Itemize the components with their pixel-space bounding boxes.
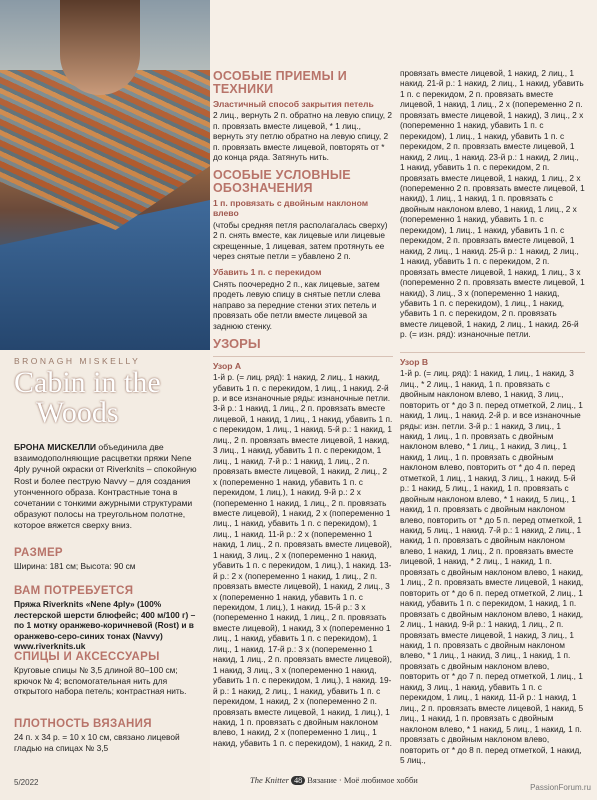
abbreviations-heading: ОСОБЫЕ УСЛОВНЫЕ ОБОЗНАЧЕНИЯ — [213, 167, 351, 195]
materials-text: Пряжа Riverknits «Nene 4ply» (100% лестерской шерсти блюфейс; 400 м/100 г) – по 1 мотку оранжево-коричневой (Rost) и в оранжево-серо-синих тонах (Navvy) www.riverknits.uk — [14, 599, 196, 652]
pattern-title — [14, 368, 161, 428]
divider — [400, 352, 585, 353]
techniques-heading: ОСОБЫЕ ПРИЕМЫ И ТЕХНИКИ — [213, 69, 347, 96]
gauge-text: 24 п. х 34 р. = 10 х 10 см, связано лицевой гладью на спицах № 3,5 — [14, 732, 180, 753]
tagline: Вязание · Моё любимое хобби — [307, 775, 418, 785]
pattern-b-heading: Узор В — [400, 356, 429, 367]
gauge-heading: ПЛОТНОСТЬ ВЯЗАНИЯ — [14, 718, 152, 730]
patterns-heading: УЗОРЫ — [213, 336, 261, 352]
page-number: 48 — [291, 776, 305, 785]
title-line-1: Cabin in the — [14, 366, 161, 399]
column-2 — [400, 68, 585, 767]
magazine-name: The Knitter — [250, 775, 289, 785]
cover-photo — [0, 0, 210, 350]
ssk-heading: Убавить 1 п. с перекидом — [213, 267, 322, 278]
pattern-a-heading: Узор А — [213, 360, 242, 371]
intro-text — [14, 442, 200, 532]
title-line-2: Woods — [36, 396, 119, 429]
tools-heading: СПИЦЫ И АКСЕССУАРЫ — [14, 651, 160, 663]
issue-number: 5/2022 — [14, 778, 39, 787]
column-1 — [213, 68, 393, 750]
watermark: PassionForum.ru — [530, 783, 591, 792]
divider — [213, 356, 393, 357]
pattern-a-text: 1-й р. (= лиц. ряд): 1 накид, 2 лиц., 1 накид, убавить 1 п. с перекидом, 1 лиц., 1 накид. 2-й р. и все изнаночные ряды: изнаночные петли. 3-й р.: 1 накид, 1 лиц., 2 п. провязать вместе лицевой, 1 накид, 1 лиц., 1 накид, убавить 1 п. с перекидом, 1 лиц., 1 накид. 5-й р.: 1 накид, 1 лиц., 2 п. провязать вместе лицевой, 1 накид, 3 лиц., 1 накид, убавить 1 п. с перекидом, 1 лиц., 1 накид. 7-й р.: 1 накид, 1 лиц., 2 п. провязать вместе лицевой, 1 накид, 2 лиц., 2 х (попеременно 1 накид, убавить 1 п. с перекидом, 1 лиц.), 1 накид. 9-й р.: 2 х (попеременно 1 накид, 1 лиц., 2 п. провязать вместе лицевой), 1 накид, 2 х (попеременно 1 лиц., 1 накид, убавить 1 п. с перекидом), 1 лиц., 1 накид. 11-й р.: 2 х (попеременно 1 накид, 1 лиц., 2 п. провязать вместе лицевой), 1 накид, 3 лиц., 2 х (попеременно 1 накид, убавить 1 п. с перекидом, 1 лиц.), 1 накид. 13-й р.: 2 х (попеременно 1 накид, 1 лиц., 2 п. провязать вместе лицевой), 1 накид, 2 лиц., 3 х (попеременно 1 накид, убавить 1 п. с перекидом, 1 лиц.), 1 накид. 15-й р.: 3 х (попеременно 1 накид, 1 лиц., 2 п. провязать вместе лицевой), 1 накид, 3 х (попеременно 1 лиц., 1 накид, убавить 1 п. с перекидом), 1 лиц., 1 накид. 17-й р.: 3 х (попеременно 1 накид, 1 лиц., 2 п. провязать вместе лицевой), 1 накид, 3 лиц., 3 х (попеременно 1 накид, убавить 1 п. с перекидом, 1 лиц.), 1 накид. 19-й р.: 1 накид, 2 лиц., 1 накид, убавить 1 п. с перекидом, 1 накид, 2 х (попеременно 2 п. провязать вместе лицевой, 1 накид, 1 лиц.), 1 накид, 1 п. провязать с двойным наклоном влево, 1 накид, 2 х (попеременно 1 лиц., 1 накид, убавить 1 п. с перекидом), 1 накид, 2 п. — [213, 372, 393, 748]
double-decrease-heading: 1 п. провязать с двойным наклоном влево — [213, 197, 369, 219]
size-text: Ширина: 181 см; Высота: 90 см — [14, 561, 136, 571]
double-decrease-text: (чтобы средняя петля располагалась сверху) 2 п. снять вместе, как лицевые или лицевые скрещенные, 1 лицевая, затем протянуть ее через снятые петли = убавлено 2 п. — [213, 219, 388, 261]
stretchy-bindoff-text: 2 лиц., вернуть 2 п. обратно на левую спицу, 2 п. провязать вместе лицевой, * 1 лиц., вернуть эту петлю обратно на левую спицу, 2 п. провязать вместе лицевой, повторять от * до конца ряда. Затянуть нить. — [213, 110, 392, 163]
pattern-a-continued: провязать вместе лицевой, 1 накид, 2 лиц., 1 накид. 21-й р.: 1 накид, 2 лиц., 1 накид, убавить 1 п. с перекидом, 2 п. провязать вместе лицевой, 1 накид, 1 лиц., 2 х (попеременно 2 п. провязать вместе лицевой, 1 накид), 3 лиц., 2 х (попеременно 1 накид, убавить 1 п. с перекидом), 1 лиц., 1 накид, убавить 1 п. с перекидом, 2 п. провязать вместе лицевой, 1 накид, 2 лиц., 1 накид. 23-й р.: 1 накид, 2 лиц., 1 накид, убавить 1 п. с перекидом, 2 п. провязать вместе лицевой, 1 накид, 1 лиц., 2 х (попеременно 2 п. провязать вместе лицевой, 1 накид), 1 лиц., 1 накид, 1 п. провязать с двойным наклоном влево, 1 накид, 1 лиц., 2 х (попеременно 1 накид, убавить 1 п. с перекидом), 1 лиц., 1 накид, убавить 1 п. с перекидом, 2 п. провязать вместе лицевой, 1 накид, 2 лиц., 1 накид. 25-й р.: 1 накид, 2 лиц., 1 накид, убавить 1 п. с перекидом, 2 п. провязать вместе лицевой, 1 накид, 1 лиц., 3 х (попеременно 2 п. провязать вместе лицевой, 1 накид), 3 лиц., 3 х (попеременно 1 накид, убавить 1 п. с перекидом), 1 лиц., 1 накид, убавить 1 п. с перекидом, 2 п. провязать вместе лицевой, 1 накид, 2 лиц., 1 накид. 26-й р. (= изн. ряд): изнаночные петли. — [400, 68, 585, 340]
size-heading: РАЗМЕР — [14, 547, 63, 559]
materials-heading: ВАМ ПОТРЕБУЕТСЯ — [14, 585, 134, 597]
ssk-text: Снять поочередно 2 п., как лицевые, затем продеть левую спицу в снятые петли слева направо за передние стенки этих петель и провязать обе петли вместе лицевой за заднюю стенку. — [213, 278, 381, 331]
photo-model-head — [60, 0, 140, 95]
intro-body: объединила две взаимодополняющие расцветки пряжи Nene 4ply ручной окраски от Riverknits – спокойную Rost и более пеструю Navvy – для создания утонченного образа. Контрастные тона в сочетании с тонкими ажурными структурами образуют полосы на треугольном полотне, которое вяжется сверху вниз. — [14, 442, 197, 531]
left-panel — [0, 0, 210, 800]
stretchy-bindoff-heading: Эластичный способ закрытия петель — [213, 99, 374, 109]
pattern-b-text: 1-й р. (= лиц. ряд): 1 накид, 1 лиц., 1 накид, 3 лиц., * 2 лиц., 1 накид, 1 п. провязать с двойным наклоном влево, 1 накид, 3 лиц., повторить от * до 3 п. перед отметкой, 2 лиц., 1 накид, 1 лиц., 1 накид. 2-й р. и все изнаночные ряды: изн. петли. 3-й р.: 1 накид, 3 лиц., 1 накид, 1 лиц., 1 п. провязать с двойным наклоном влево, * 1 лиц., 1 накид, 3 лиц., 1 накид, 1 лиц., 1 п. провязать с двойным наклоном влево, повторить от * до 4 п. перед отметкой, 1 лиц., 1 накид, 3 лиц., 1 накид. 5-й р.: 1 накид, 5 лиц., 1 накид, 1 п. провязать с двойным наклоном влево, * 1 накид, 5 лиц., 1 накид, 1 п. провязать с двойным наклоном влево, повторить от * до 5 п. перед отметкой, 1 накид, 5 лиц., 1 накид. 7-й р.: 1 накид, 2 лиц., 1 накид, 1 п. провязать с двойным наклоном влево, 1 накид, 1 лиц., 2 п. провязать вместе лицевой, 1 накид, * 2 лиц., 1 накид, 1 п. провязать с двойным наклоном влево, 1 накид, 1 лиц., 2 п. провязать вместе лицевой, 1 накид, повторить от * до 6 п. перед отметкой, 2 лиц., 1 накид, убавить 1 п. с перекидом, 1 накид, 1 п. провязать с двойным наклоном влево, 1 накид, 2 лиц., 1 накид. 9-й р.: 1 накид, 1 лиц., 2 п. провязать вместе лицевой, 1 накид, 3 лиц., 1 накид, 1 п. провязать с двойным наклоном влево, * 1 лиц., 1 накид, 3 лиц., 1 накид, 1 п. провязать с двойным наклоном влево, повторить от * до 7 п. перед отметкой, 1 лиц., 1 накид, 3 лиц., 1 накид, убавить 1 п. с перекидом, 1 лиц., 1 накид. 11-й р.: 1 накид, 1 лиц., 2 п. провязать вместе лицевой, 1 накид, 5 лиц., 1 накид, 1 п. провязать с двойным наклоном влево, * 1 накид, 5 лиц., 1 накид, 1 п. провязать с двойным наклоном влево, повторить от * до 8 п. перед отметкой, 1 накид, 5 лиц., — [400, 368, 584, 765]
intro-bold: БРОНА МИСКЕЛЛИ — [14, 442, 97, 452]
designer-name: BRONAGH MISKELLY — [14, 356, 141, 366]
page-footer — [250, 775, 418, 785]
tools-text: Круговые спицы № 3,5 длиной 80–100 см; крючок № 4; вспомогательная нить для открытого набора петель; контрастная нить. — [14, 665, 187, 697]
